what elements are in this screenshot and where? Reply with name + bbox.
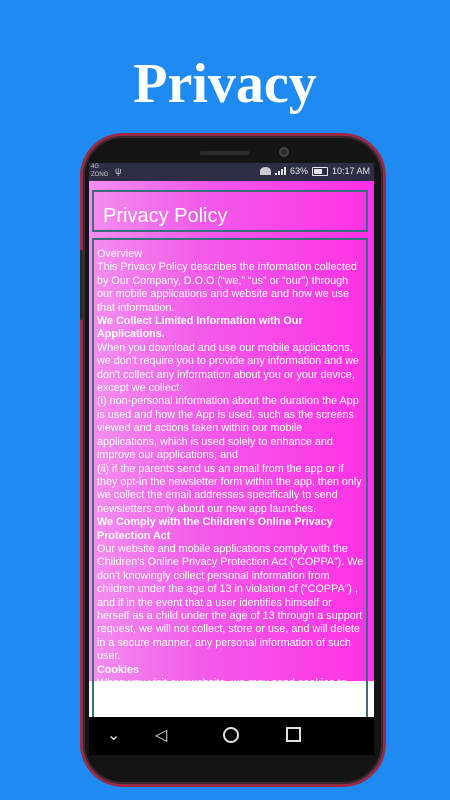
wifi-icon: [260, 167, 271, 175]
collect-body-1: When you download and use our mobile applications, we don't require you to provide any information and we don't collect any information about you or your device, except we collect:: [97, 341, 359, 395]
status-bar: [89, 163, 374, 181]
carrier-name: ZONG: [91, 172, 109, 178]
nav-collapse-icon[interactable]: ⌄: [107, 727, 121, 744]
carrier-label: [91, 163, 108, 179]
nav-recents-icon[interactable]: [286, 727, 301, 742]
navigation-bar: [89, 717, 374, 755]
battery-percent: 63%: [289, 166, 308, 176]
speaker-grille: [200, 151, 250, 155]
collect-body-3: (ii) if the parents send us an email from the app or if they opt-in the newsletter form within the app, then only we collect the email addresses specifically to send newsletters only about our new app launches.: [97, 462, 362, 515]
cookies-body: When you visit our website, we may send cookies to your computer that uniquely identify your browser.: [97, 677, 347, 703]
overview-body: This Privacy Policy describes the information collected by Our Company, D.O.O (“we,” “us” or “our”) through our mobile applications and website and how we use that information.: [97, 261, 357, 314]
header-box: [92, 190, 368, 232]
power-button: [380, 305, 383, 355]
nav-back-icon[interactable]: ◁: [155, 727, 168, 744]
page-title: Privacy Policy: [103, 205, 228, 227]
status-right: [260, 166, 370, 176]
coppa-body: Our website and mobile applications comply with the Children's Online Privacy Protection Act (“COPPA”). We don't knowingly collect personal information from children under the age of 13 in violation of (“COPPA”) , and if in the event that a user identifies himself or herself as a child under the age of 13 through a support request, we will not collect, store or use, and will delete in a secure manner, any personal information of such user.: [97, 542, 364, 663]
volume-button: [80, 250, 83, 320]
coppa-heading: We Comply with the Children's Online Privacy Protection Act: [97, 516, 333, 542]
nav-home-icon[interactable]: [223, 727, 239, 743]
front-camera: [279, 147, 289, 157]
clock: 10:17 AM: [331, 166, 370, 176]
promo-title: Privacy: [133, 53, 317, 115]
usb-icon: ψ: [115, 166, 122, 176]
carrier-network-tag: 4G: [91, 164, 100, 170]
policy-text[interactable]: [97, 248, 365, 716]
collect-body-2: (i) non-personal information about the duration the App is used and how the App is used, such as the screens viewed and actions taken within our mobile applications, which is used solely to enhance and improve our applications; and: [97, 395, 359, 462]
signal-icon: [275, 167, 286, 175]
collect-heading: We Collect Limited Information with Our Applications.: [97, 315, 303, 341]
cookies-heading: Cookies: [97, 663, 140, 676]
overview-heading: Overview: [97, 248, 142, 260]
battery-icon: [312, 167, 328, 176]
